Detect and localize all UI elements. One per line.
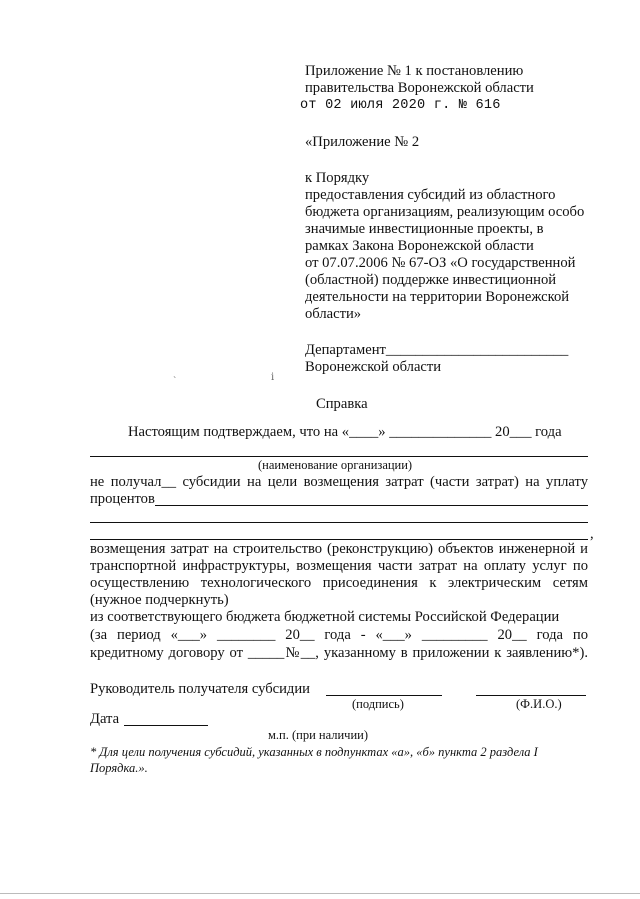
date-blank (124, 725, 208, 726)
budget-line: из соответствующего бюджета бюджетной системы Российской Федерации (90, 609, 560, 625)
order-line-6: от 07.07.2006 № 67-ОЗ «О государственной (305, 255, 576, 271)
fio-blank (476, 695, 586, 696)
department-line-2: Воронежской области (305, 359, 442, 375)
signature-blank (326, 695, 442, 696)
footnote-line-2: Порядка.». (90, 761, 148, 775)
org-name-caption: (наименование организации) (258, 458, 413, 472)
paragraph-line-3: осуществлению технологического присоединения к электрическим сетям (90, 575, 588, 591)
header-line-1: Приложение № 1 к постановлению (305, 63, 524, 79)
footnote-line-1: * Для цели получения субсидий, указанных в подпунктах «а», «б» пункта 2 раздела I (90, 745, 538, 759)
order-line-5: рамках Закона Воронежской области (305, 238, 534, 254)
order-line-8: деятельности на территории Воронежской (305, 289, 570, 305)
org-name-blank (90, 456, 588, 457)
document-title: Справка (316, 396, 368, 412)
blank-line-3 (90, 539, 588, 540)
stamp-caption: м.п. (при наличии) (268, 728, 368, 742)
order-line-4: значимые инвестиционные проекты, в (305, 221, 544, 237)
period-line: (за период «___» ________ 20__ года - «___» _________ 20__ года по (90, 627, 588, 643)
scan-bottom-edge (0, 893, 640, 894)
scan-speck: ⅰ (271, 372, 275, 383)
paragraph-line-1: возмещения затрат на строительство (реконструкцию) объектов инженерной и (90, 541, 588, 557)
underline-note: (нужное подчеркнуть) (90, 592, 229, 608)
header-date-number: от 02 июля 2020 г. № 616 (300, 98, 501, 113)
blank-line-2 (90, 522, 588, 523)
head-signature-label: Руководитель получателя субсидии (90, 681, 310, 697)
not-received-line: не получал__ субсидии на цели возмещения затрат (части затрат) на уплату (90, 474, 588, 490)
order-line-1: к Порядку (305, 170, 370, 186)
loan-line: кредитному договору от _____№__, указанному в приложении к заявлению*). (90, 645, 588, 661)
interest-label: процентов (90, 491, 155, 507)
annex-title: «Приложение № 2 (305, 134, 420, 150)
date-label: Дата (90, 711, 120, 727)
header-line-2: правительства Воронежской области (305, 80, 534, 96)
order-line-7: (областной) поддержке инвестиционной (305, 272, 557, 288)
blank-comma: , (590, 526, 594, 542)
interest-blank (155, 505, 588, 506)
department-line-1: Департамент_________________________ (305, 342, 569, 358)
fio-caption: (Ф.И.О.) (516, 697, 562, 711)
paragraph-line-2: транспортной инфраструктуры, возмещения части затрат на оплату услуг по (90, 558, 588, 574)
scan-speck: ` (173, 376, 177, 387)
signature-caption: (подпись) (352, 697, 404, 711)
order-line-2: предоставления субсидий из областного (305, 187, 556, 203)
confirm-line: Настоящим подтверждаем, что на «____» ______________ 20___ года (128, 424, 562, 440)
order-line-3: бюджета организациям, реализующим особо (305, 204, 585, 220)
order-line-9: области» (305, 306, 362, 322)
